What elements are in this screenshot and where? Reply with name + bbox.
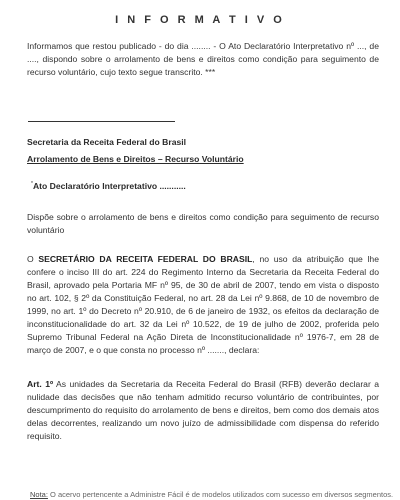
ato-title [31, 181, 186, 191]
article-1-label: Art. 1º [27, 379, 54, 389]
preamble-text: , no uso da atribuição que lhe confere o inciso III do art. 224 do Regimento Interno da Secretaria da Receita Federal do Brasil, aprovado pela Portaria MF nº 95, de 30 de abril de 2007, tendo em vista o disposto no art. 102, § 2º da Constituição Federal, no art. 28 da Lei nº 9.868, de 10 de novembro de 1999, no art. 1º do Decreto nº 20.910, de 6 de janeiro de 1932, os efeitos da declaração de inconstitucionalidade do art. 32 da Lei nº 10.522, de 19 de julho de 2002, proferida pelo Supremo Tribunal Federal na Ação Direta de Inconstitucionalidade nº 1976-7, em 28 de março de 2007, e o que consta no processo nº ......., declara: [27, 254, 379, 355]
ementa-paragraph: Dispõe sobre o arrolamento de bens e direitos como condição para seguimento de recurso voluntário [27, 212, 379, 235]
note-label: Nota: [30, 490, 48, 499]
article-1-text: As unidades da Secretaria da Receita Federal do Brasil (RFB) deverão declarar a nulidade das decisões que não tenham admitido recurso voluntário de contribuintes, por descumprimento do requisito do arrolamento de bens e direitos, bem como dos demais atos delas decorrentes, realizando um novo juízo de admissibilidade com dispensa do referido requisito. [27, 379, 379, 441]
footer-note [30, 490, 400, 499]
heading-arrolamento: Arrolamento de Bens e Direitos – Recurso Voluntário [27, 154, 244, 164]
heading-secretaria: Secretaria da Receita Federal do Brasil [27, 137, 187, 147]
preamble-authority: SECRETÁRIO DA RECEITA FEDERAL DO BRASIL [38, 254, 253, 264]
preamble-prefix: O [27, 254, 39, 264]
ato-marker: * [31, 181, 33, 188]
note-text: O acervo pertencente a Administre Fácil é de modelos utilizados com sucesso em diversos segmentos. [47, 490, 394, 499]
article-1-paragraph [27, 378, 379, 443]
ato-title-text: Ato Declaratório Interpretativo ........... [32, 181, 186, 191]
document-title: I N F O R M A T I V O [115, 14, 285, 26]
intro-paragraph: Informamos que restou publicado - do dia ........ - O Ato Declaratório Interpretativo nº ..., de ...., dispondo sobre o arrolamento de bens e direitos como condição para seguimento de recurso voluntário, cujo texto segue transcrito. *** [27, 41, 379, 77]
preamble-paragraph [27, 253, 379, 357]
separator-line [28, 121, 175, 122]
